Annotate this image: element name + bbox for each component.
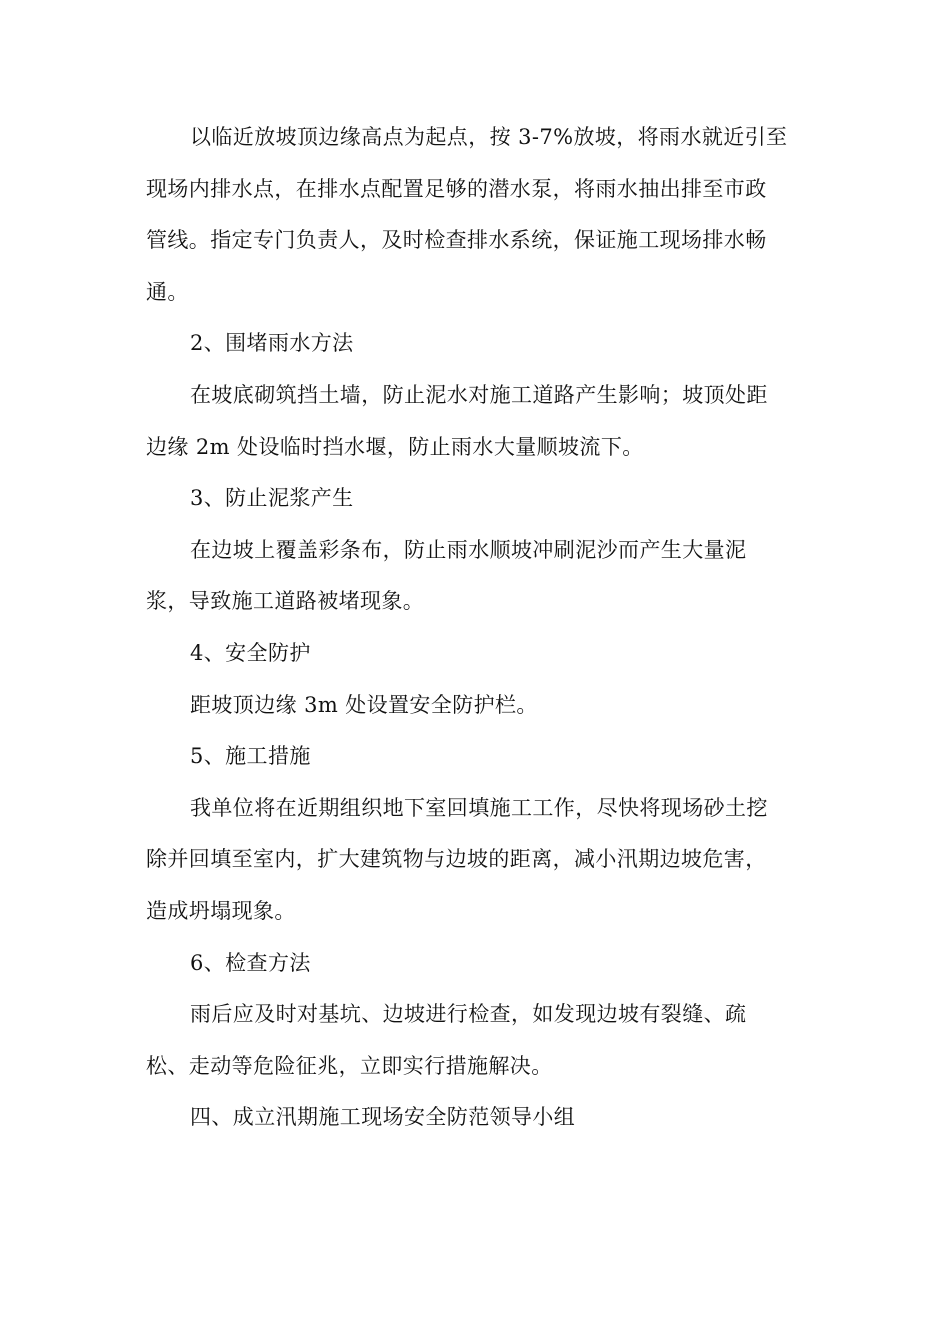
paragraph-drainage-line-2: 现场内排水点，在排水点配置足够的潜水泵，将雨水抽出排至市政 [146, 176, 767, 201]
paragraph-rain-blocking-line-1: 在坡底砌筑挡土墙，防止泥水对施工道路产生影响；坡顶处距 [190, 382, 768, 407]
paragraph-construction-measures-line-3: 造成坍塌现象。 [146, 898, 296, 923]
heading-rain-blocking: 2、围堵雨水方法 [190, 331, 354, 356]
paragraph-mud-prevention-line-2: 浆，导致施工道路被堵现象。 [146, 589, 425, 614]
heading-mud-prevention: 3、防止泥浆产生 [190, 486, 354, 511]
paragraph-inspection-method-line-1: 雨后应及时对基坑、边坡进行检查，如发现边坡有裂缝、疏 [190, 1002, 747, 1027]
paragraph-mud-prevention-line-1: 在边坡上覆盖彩条布，防止雨水顺坡冲刷泥沙而产生大量泥 [190, 537, 747, 562]
paragraph-safety-protection: 距坡顶边缘 3m 处设置安全防护栏。 [190, 692, 538, 717]
heading-safety-protection: 4、安全防护 [190, 640, 311, 665]
paragraph-construction-measures-line-1: 我单位将在近期组织地下室回填施工工作，尽快将现场砂土挖 [190, 795, 768, 820]
paragraph-drainage-line-1: 以临近放坡顶边缘高点为起点，按 3-7%放坡，将雨水就近引至 [190, 125, 788, 149]
paragraph-drainage-line-4: 通。 [146, 279, 189, 304]
document-body [146, 112, 806, 1144]
paragraph-construction-measures-line-2: 除并回填至室内，扩大建筑物与边坡的距离，减小汛期边坡危害， [146, 847, 767, 872]
paragraph-inspection-method-line-2: 松、走动等危险征兆，立即实行措施解决。 [146, 1053, 553, 1078]
heading-inspection-method: 6、检查方法 [190, 950, 311, 975]
paragraph-rain-blocking-line-2: 边缘 2m 处设临时挡水堰，防止雨水大量顺坡流下。 [146, 434, 644, 459]
section-heading-leadership-group: 四、成立汛期施工现场安全防范领导小组 [190, 1105, 576, 1130]
paragraph-drainage-line-3: 管线。指定专门负责人，及时检查排水系统，保证施工现场排水畅 [146, 228, 767, 253]
heading-construction-measures: 5、施工措施 [190, 744, 311, 769]
